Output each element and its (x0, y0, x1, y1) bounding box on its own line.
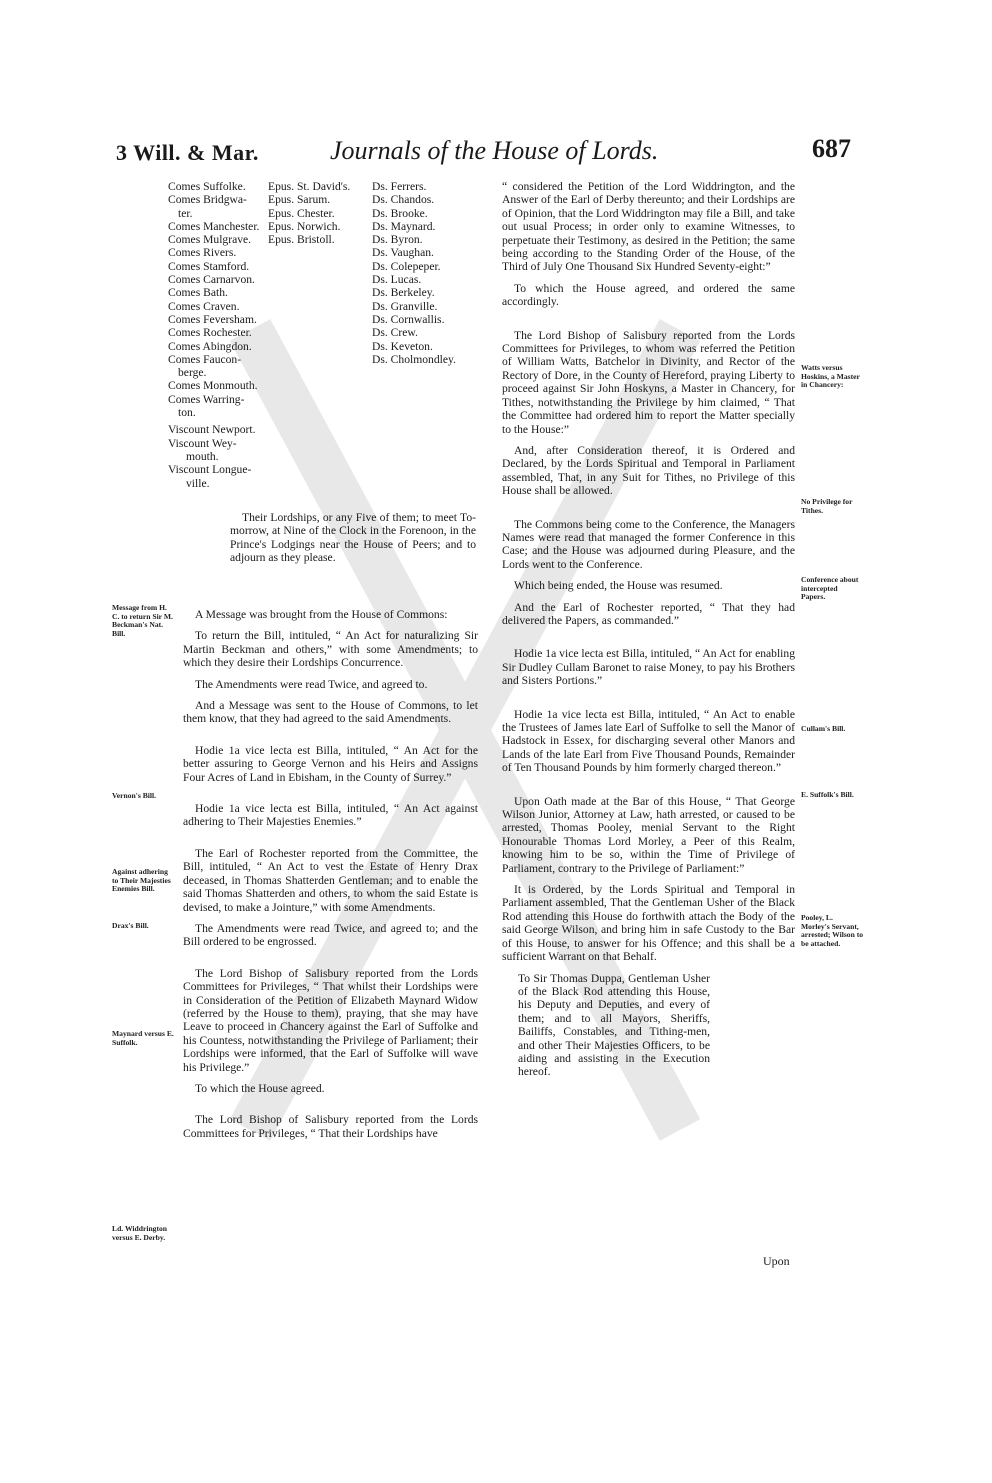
beckman-bill: To return the Bill, intituled, “ An Act for naturalizing Sir Martin Beckman and others,” with some Amendments; to which they desire their Lordships Concurrence. (183, 629, 478, 670)
peer-name: Viscount Longue- (168, 463, 252, 477)
papers-delivered: And the Earl of Rochester reported, “ That they had delivered the Papers, as commanded.” (502, 600, 795, 627)
margin-note: Pooley, L. Morley's Servant, arrested; Wilson to be attached. (801, 913, 864, 948)
comites-list (168, 180, 262, 490)
baron-name: Ds. Ferrers. (372, 180, 427, 193)
peer-name: Comes Stamford. (168, 259, 250, 273)
peer-name: Comes Suffolke. (168, 180, 246, 193)
widdrington-report: The Lord Bishop of Salisbury reported from the Lords Committees for Privileges, “ That their Lordships have (183, 1113, 478, 1140)
margin-note: Ld. Widdrington versus E. Derby. (112, 1224, 168, 1242)
baron-name: Ds. Chandos. (372, 193, 435, 207)
peer-name: Comes Feversham. (168, 312, 257, 326)
peer-name: Comes Manchester. (168, 219, 260, 233)
committee-meeting (230, 511, 476, 573)
page-number: 687 (812, 134, 851, 163)
peer-name: Comes Craven. (168, 299, 240, 313)
margin-note: Vernon's Bill. (112, 791, 157, 800)
right-column (502, 180, 795, 1087)
peer-name: Comes Warring- (168, 392, 245, 406)
maynard-report: The Lord Bishop of Salisbury reported from the Lords Committees for Privileges, “ That whilst their Lordships were in Consideration of the Petition of Elizabeth Maynard Widow (referred by the House to them), praying, that she may have Leave to proceed in Chancery against the Earl of Suffolke and his Countess, notwithstanding the Privilege of Parliament; their Lordships were informed, that the Earl of Suffolke will wave his Privilege.” (183, 966, 478, 1074)
suffolk-bill: Hodie 1a vice lecta est Billa, intituled, “ An Act to enable the Trustees of James late Earl of Suffolke to sell the Manor of Hadstock in Essex, for discharging several other Manors and Lands of the late Earl from Five Thousand Pounds, Remainder of Ten Thousand Pounds by him formerly charged thereon.” (502, 707, 795, 775)
peer-name: Comes Mulgrave. (168, 233, 252, 247)
margin-note: No Privilege for Tithes. (801, 497, 853, 515)
margin-note: Cullam's Bill. (801, 724, 846, 733)
baron-name: Ds. Maynard. (372, 219, 436, 233)
baron-name: Ds. Cholmondley. (372, 352, 456, 366)
baron-name: Ds. Byron. (372, 233, 423, 247)
page-title: Journals of the House of Lords. (330, 136, 659, 165)
baron-name: Ds. Berkeley. (372, 286, 435, 300)
bishop-name: Epus. St. David's. (268, 180, 351, 193)
regnal-year: 3 Will. & Mar. (116, 140, 259, 165)
widdrington-opinion: “ considered the Petition of the Lord Widdrington, and the Answer of the Earl of Derby thereunto; and their Lordships are of Opinion, that the Lord Widdrington may file a Bill, and take out usual Process; in order only to examine Witnesses, to perpetuate their Testimony, as desired in the Petition; the same being according to the Standing Order of the House, of the Third of July One Thousand Six Hundred Seventy-eight:” (502, 180, 795, 274)
house-agreed: To which the House agreed. (195, 1081, 325, 1095)
peer-name: ton. (178, 406, 196, 420)
pooley-oath: Upon Oath made at the Bar of this House, “ That George Wilson Junior, Attorney at Law, hath arrested, or caused to be arrested, Thomas Pooley, menial Servant to the Right Honourable Thomas Lord Morley, a Peer of this Realm, knowing him to be so, within the Time of Privilege of Parliament, contrary to the Privilege of Parliament:” (502, 794, 795, 875)
peer-name: ville. (186, 476, 210, 490)
margin-note: Drax's Bill. (112, 921, 149, 930)
peer-name: Comes Carnarvon. (168, 273, 255, 287)
domini-list (372, 180, 477, 366)
baron-name: Ds. Granville. (372, 299, 438, 313)
baron-name: Ds. Crew. (372, 326, 418, 340)
commons-message: A Message was brought from the House of Commons: (195, 608, 448, 621)
margin-note: Maynard versus E. Suffolk. (112, 1029, 174, 1047)
bishop-name: Epus. Chester. (268, 206, 335, 220)
left-column (183, 608, 478, 1148)
drax-bill: The Earl of Rochester reported from the Committee, the Bill, intituled, “ An Act to vest the Estate of Henry Drax deceased, in Thomas Shatterden Gentleman; and to enable the said Thomas Shatterden and others, to whom the said Estate is devised, to make a Jointure,” with some Amendments. (183, 846, 478, 914)
peer-name: Comes Bath. (168, 286, 228, 300)
peer-name: Comes Faucon- (168, 352, 242, 366)
drax-engrossed: The Amendments were read Twice, and agreed to; and the Bill ordered to be engrossed. (183, 921, 478, 949)
baron-name: Ds. Vaughan. (372, 246, 434, 260)
conference: The Commons being come to the Conference, the Managers Names were read that managed the former Conference in this Case; and the House was adjourned during Pleasure, and the Lords went to the Conference. (502, 517, 795, 571)
baron-name: Ds. Keveton. (372, 339, 433, 353)
peer-name: berge. (178, 366, 207, 380)
margin-note: Message from H. C. to return Sir M. Beckman's Nat. Bill. (112, 603, 173, 638)
watts-report: The Lord Bishop of Salisbury reported from the Lords Committees for Privileges, to whom was referred the Petition of William Watts, Batchelor in Divinity, and Rector of the Rectory of Dore, in the County of Hereford, praying Liberty to proceed against Sir John Hoskyns, a Master in Chancery, for Tithes, notwithstanding the Privilege by him claimed, “ That the Committee had ordered him to report the Matter specially to the House:” (502, 328, 795, 436)
bishop-name: Epus. Bristoll. (268, 233, 335, 247)
amendments-agreed: The Amendments were read Twice, and agreed to. (195, 677, 428, 691)
peer-name: Viscount Wey- (168, 436, 237, 450)
baron-name: Ds. Colepeper. (372, 259, 441, 273)
peer-name: Comes Monmouth. (168, 379, 258, 393)
episcopi-list (268, 180, 368, 246)
margin-note: E. Suffolk's Bill. (801, 790, 854, 799)
margin-note: Conference about intercepted Papers. (801, 575, 859, 602)
vernon-bill: Hodie 1a vice lecta est Billa, intituled, “ An Act for the better assuring to George Vernon and his Heirs and Assigns Four Acres of Land in Ebisham, in the County of Surrey.” (183, 743, 478, 784)
bishop-name: Epus. Sarum. (268, 193, 331, 207)
catchword: Upon (763, 1254, 790, 1268)
cullam-bill: Hodie 1a vice lecta est Billa, intituled, “ An Act for enabling Sir Dudley Cullam Baronet to raise Money, to pay his Brothers and Sisters Portions.” (502, 647, 795, 688)
peer-name: Comes Bridgwa- (168, 193, 247, 207)
peer-name: mouth. (186, 449, 219, 463)
peer-name: ter. (178, 206, 193, 220)
peer-name: Comes Rochester. (168, 326, 252, 340)
wilson-order: It is Ordered, by the Lords Spiritual and Temporal in Parliament assembled, That the Gentleman Usher of the Black Rod attending this House do forthwith attach the Body of the said George Wilson, and bring him in safe Custody to the Bar of this House, to answer for his Offence; and this shall be a sufficient Warrant on that Behalf. (502, 883, 795, 964)
house-resumed: Which being ended, the House was resumed. (514, 579, 723, 593)
warrant-address: To Sir Thomas Duppa, Gentleman Usher of the Black Rod attending this House, his Deputy and Deputies, and every of them; and to all Mayors, Sheriffs, Bailiffs, Constables, and Tithing-men, and other Their Majesties Officers, to be aiding and assisting in the Execution hereof. (518, 971, 710, 1079)
baron-name: Ds. Lucas. (372, 273, 422, 287)
peer-name: Viscount Newport. (168, 423, 256, 437)
peer-name: Comes Rivers. (168, 246, 237, 260)
tithes-order: And, after Consideration thereof, it is Ordered and Declared, by the Lords Spiritual and Temporal in Parliament assembled, That, in any Suit for Tithes, no Privilege of this House shall be allowed. (502, 443, 795, 498)
baron-name: Ds. Cornwallis. (372, 312, 445, 326)
peer-name: Comes Abingdon. (168, 339, 252, 353)
meeting-text: Their Lordships, or any Five of them; to meet To-morrow, at Nine of the Clock in the Forenoon, in the Prince's Lodgings near the House of Peers; and to adjourn as they please. (230, 511, 476, 565)
baron-name: Ds. Brooke. (372, 206, 428, 220)
margin-note: Against adhering to Their Majesties Enemies Bill. (112, 867, 171, 894)
bishop-name: Epus. Norwich. (268, 219, 341, 233)
enemies-bill: Hodie 1a vice lecta est Billa, intituled, “ An Act against adhering to Their Majesties Enemies.” (183, 802, 478, 829)
widdrington-agreed: To which the House agreed, and ordered the same accordingly. (502, 281, 795, 309)
message-sent: And a Message was sent to the House of Commons, to let them know, that they had agreed to the said Amendments. (183, 699, 478, 726)
margin-note: Watts versus Hoskins, a Master in Chancery: (801, 363, 860, 390)
